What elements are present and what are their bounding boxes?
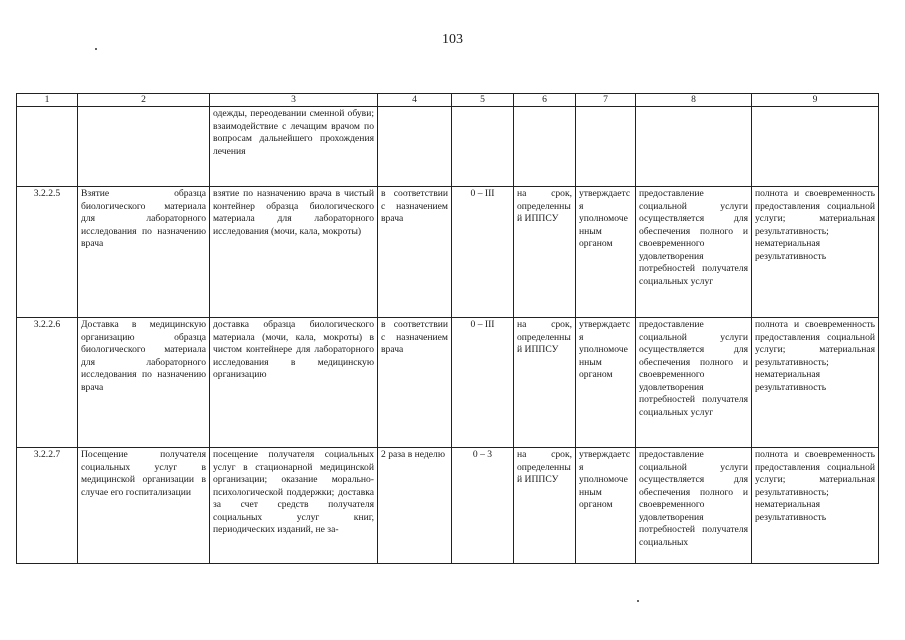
conditions-cell: предоставление социальной услуги осуществляется для обеспечения полного и своевременного удовлетворения потребностей получателя социальных [636,448,752,564]
table-row [17,187,879,318]
service-code-cell: 3.2.2.5 [17,187,78,318]
quality-indicators-cell: полнота и своевременность предоставления социальной услуги; материальная результативность; нематериальная результативность [752,448,879,564]
service-name-cell: Посещение получателя социальных услуг в медицинской организации в случае его госпитализации [78,448,210,564]
group-cell: 0 – III [452,318,514,448]
service-name-cell: Взятие образца биологического материала для лабораторного исследования по назначению врача [78,187,210,318]
service-code-cell: 3.2.2.7 [17,448,78,564]
service-code-cell [17,107,78,187]
group-cell: 0 – III [452,187,514,318]
column-number: 8 [636,94,752,107]
tariff-cell [576,107,636,187]
service-description-cell: взятие по назначению врача в чистый контейнер образца биологического материала для лабораторного исследования (мочи, кала, мокроты) [210,187,378,318]
quality-indicators-cell [752,107,879,187]
quality-indicators-cell: полнота и своевременность предоставления социальной услуги; материальная результативность; нематериальная результативность [752,187,879,318]
group-cell [452,107,514,187]
tariff-cell: утверждается уполномоченным органом [576,448,636,564]
group-cell: 0 – 3 [452,448,514,564]
frequency-cell: в соответствии с назначением врача [378,187,452,318]
table-header-row [17,94,879,107]
service-description-cell: доставка образца биологического материала (мочи, кала, мокроты) в чистом контейнере для лабораторного исследования в медицинскую организацию [210,318,378,448]
column-number: 6 [514,94,576,107]
term-cell: на срок, определенный ИППСУ [514,448,576,564]
table-row [17,448,879,564]
scan-speck [95,48,97,50]
service-description-cell: одежды, переодевании сменной обуви; взаимодействие с лечащим врачом по вопросам дальнейшего прохождения лечения [210,107,378,187]
frequency-cell: 2 раза в неделю [378,448,452,564]
conditions-cell: предоставление социальной услуги осуществляется для обеспечения полного и своевременного удовлетворения потребностей получателя социальных услуг [636,318,752,448]
conditions-cell [636,107,752,187]
page-number: 103 [442,32,463,47]
table-row [17,318,879,448]
service-code-cell: 3.2.2.6 [17,318,78,448]
scan-speck [637,600,639,602]
tariff-cell: утверждается уполномоченным органом [576,187,636,318]
column-number: 2 [78,94,210,107]
quality-indicators-cell: полнота и своевременность предоставления социальной услуги; материальная результативность; нематериальная результативность [752,318,879,448]
column-number: 3 [210,94,378,107]
conditions-cell: предоставление социальной услуги осуществляется для обеспечения полного и своевременного удовлетворения потребностей получателя социальных услуг [636,187,752,318]
term-cell: на срок, определенный ИППСУ [514,187,576,318]
column-number: 5 [452,94,514,107]
column-number: 4 [378,94,452,107]
column-number: 1 [17,94,78,107]
service-name-cell [78,107,210,187]
column-number: 7 [576,94,636,107]
term-cell: на срок, определенный ИППСУ [514,318,576,448]
service-description-cell: посещение получателя социальных услуг в стационарной медицинской организации; оказание морально-психологической поддержки; доставка за счет средств получателя социальных услуг книг, периодических изданий, не за- [210,448,378,564]
term-cell [514,107,576,187]
column-number: 9 [752,94,879,107]
table-row [17,107,879,187]
service-name-cell: Доставка в медицинскую организацию образца биологического материала для лабораторного исследования по назначению врача [78,318,210,448]
tariff-cell: утверждается уполномоченным органом [576,318,636,448]
services-table [16,93,879,564]
frequency-cell: в соответствии с назначением врача [378,318,452,448]
frequency-cell [378,107,452,187]
